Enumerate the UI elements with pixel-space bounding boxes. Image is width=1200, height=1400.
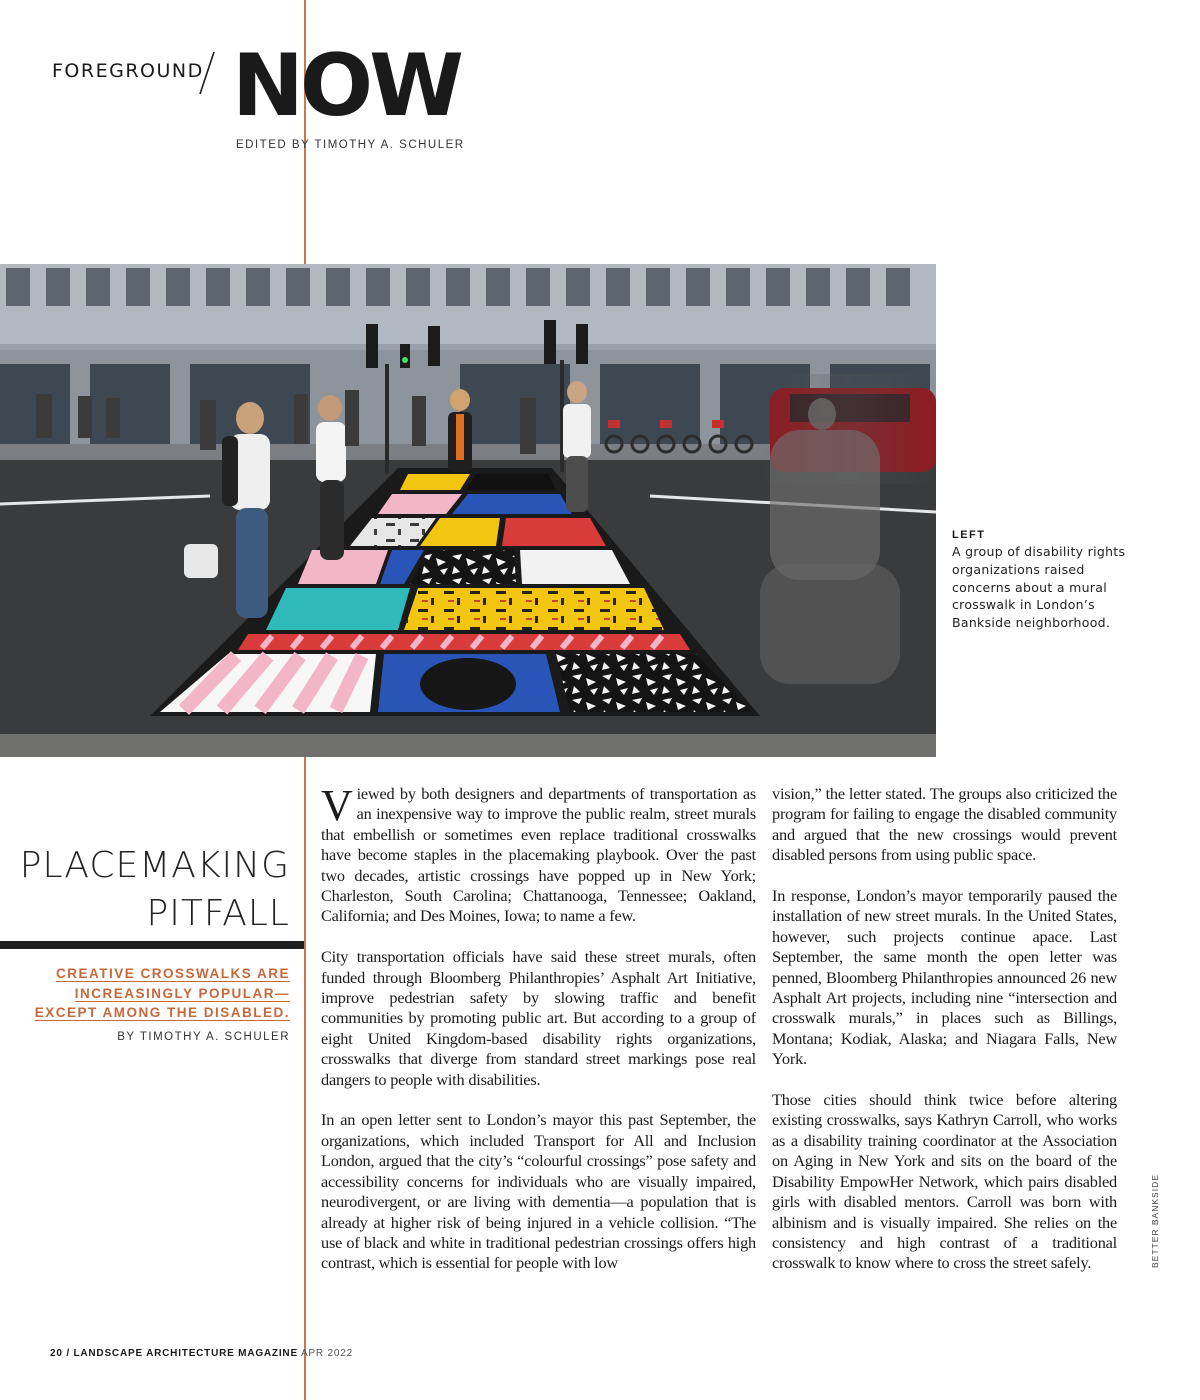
section-title: NOW (232, 36, 460, 136)
page-number: 20 (50, 1348, 63, 1359)
headline-line: PITFALL (146, 893, 290, 934)
body-paragraph: City transportation officials have said these street murals, often funded through Bloomberg Philanthropies’ Asphalt Art Initiative, improve pedestrian safety by slowing traffic and benefit communities by promoting public art. But according to a group of eight United Kingdom-based disability rights organizations, crosswalks that diverge from standard street markings pose real dangers to people with disabilities. (321, 947, 756, 1089)
issue-date: APR 2022 (300, 1348, 353, 1359)
slash-separator (198, 50, 216, 96)
photo-credit: BETTER BANKSIDE (1150, 1174, 1160, 1268)
caption-label: LEFT (952, 529, 986, 541)
deck-line: EXCEPT AMONG THE DISABLED. (34, 1005, 290, 1020)
section-label: FOREGROUND (52, 60, 204, 82)
deck-line: CREATIVE CROSSWALKS ARE (55, 966, 290, 981)
headline-rule (0, 941, 304, 949)
body-paragraph (321, 781, 756, 927)
body-column-2 (772, 784, 1117, 1294)
body-paragraph: In an open letter sent to London’s mayor this past September, the organizations, which included Transport for All and Inclusion London, argued that the city’s “colourful crossings” pose safety and accessibility concerns for individuals who are visually impaired, neurodivergent, or are living with dementia—a population that is already at higher risk of being injured in a vehicle collision. “The use of black and white in traditional pedestrian crossings offers high contrast, which is essential for people with low (321, 1110, 756, 1273)
article-deck (35, 964, 290, 1023)
article-byline: BY TIMOTHY A. SCHULER (117, 1031, 290, 1043)
magazine-name: / LANDSCAPE ARCHITECTURE MAGAZINE (66, 1348, 298, 1359)
deck-line: INCREASINGLY POPULAR— (74, 985, 290, 1001)
editor-credit: EDITED BY TIMOTHY A. SCHULER (236, 139, 465, 151)
body-paragraph: Those cities should think twice before altering existing crosswalks, says Kathryn Carroll, who works as a disability training coordinator at the Association on Aging in New York and sits on the board of the Disability EmpowHer Network, which pairs disabled girls with disabled mentors. Carroll was born with albinism and is visually impaired. She relies on the consistency and high contrast of a traditional crosswalk to know where to cross the street safely. (772, 1090, 1117, 1273)
crosswalk-photo (0, 264, 936, 757)
body-paragraph: vision,” the letter stated. The groups also criticized the program for failing to engage the disabled community and argued that the new crossings would prevent disabled persons from using public space. (772, 784, 1117, 865)
drop-cap: V (321, 781, 353, 830)
body-column-1 (321, 781, 756, 1294)
headline-line: PLACEMAKING (19, 845, 290, 886)
paragraph-text: iewed by both designers and departments of transportation as an inexpensive way to improve the public realm, street murals that embellish or sometimes even replace traditional crosswalks have become staples in the placemaking playbook. Over the past two decades, artistic crossings have popped up in New York; Charleston, South Carolina; Chattanooga, Tennessee; Oakland, California; and Des Moines, Iowa; to name a few. (321, 784, 756, 926)
page-footer (50, 1348, 353, 1359)
body-paragraph: In response, London’s mayor temporarily paused the installation of new street murals. In the United States, however, such projects continue apace. Last September, the same month the open letter was penned, Bloomberg Philanthropies announced 26 new Asphalt Art projects, including nine “intersection and crosswalk murals,” in places such as Billings, Montana; Kodiak, Alaska; and Niagara Falls, New York. (772, 886, 1117, 1069)
article-headline (20, 842, 290, 938)
photo-caption: A group of disability rights organizations raised concerns about a mural crosswalk in London’s Bankside neighborhood. (952, 544, 1126, 631)
